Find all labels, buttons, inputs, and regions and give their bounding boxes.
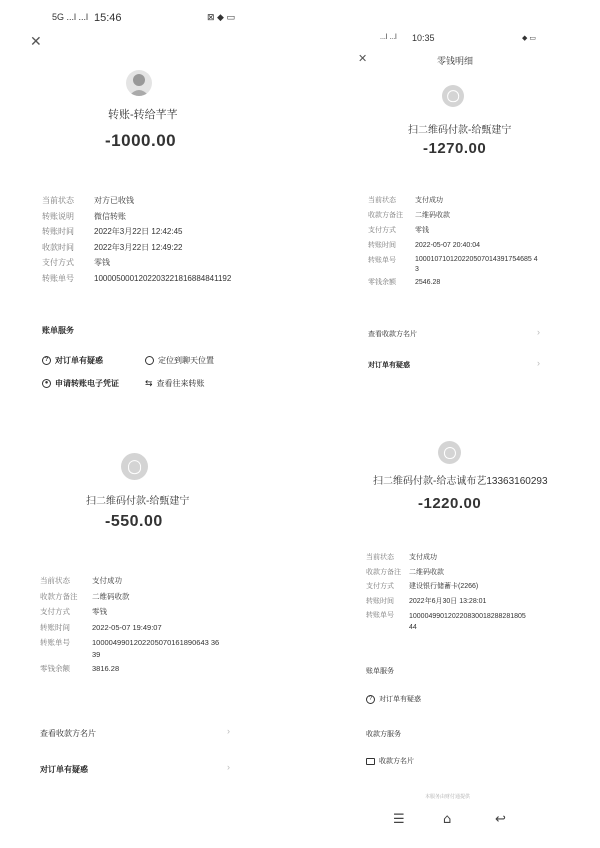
view-payee-card-link[interactable]: 查看收款方名片 [40,729,96,738]
detail-row: 转账时间 2022-05-07 19:49:07 [40,622,162,632]
home-nav-button[interactable] [443,812,451,827]
detail-list [366,551,526,633]
page-header: 零钱明细 [437,56,474,66]
menu-icon: ☰ [393,812,405,827]
apply-voucher-button[interactable]: ● 申请转账电子凭证 [42,378,119,389]
status-bar-icons: ⊠ ◆ ▭ [207,12,235,22]
amount: -1270.00 [423,140,487,157]
amount: -1220.00 [418,495,482,512]
wallet-coin-icon [442,85,464,107]
detail-row: 支付方式 零钱 [40,607,107,617]
detail-row: 收款方备注 二维码收款 [368,212,450,219]
detail-row: 转账时间 2022年3月22日 12:42:45 [42,227,183,236]
detail-row: 支付方式 建设银行储蓄卡(2266) [366,583,479,590]
avatar [126,70,152,96]
status-bar-time: 10:35 [412,33,435,43]
view-payee-card-link[interactable]: 查看收款方名片 [368,331,417,338]
detail-row: 收款时间 2022年3月22日 12:49:22 [42,242,183,252]
back-icon: ↩ [495,812,506,827]
detail-row: 转账单号 1000049901202205070161890643 36 39 [40,638,220,660]
query-order-link[interactable]: 对订单有疑惑 [40,765,88,774]
detail-row: 收款方备注 二维码收款 [366,568,444,576]
detail-row: 转账时间 2022-05-07 20:40:04 [368,242,480,249]
detail-row: 当前状态 支付成功 [40,576,122,585]
back-nav-button[interactable] [495,812,506,827]
chevron-right-icon: › [227,762,230,772]
chevron-right-icon: › [227,726,230,736]
amount: -550.00 [105,513,163,530]
status-bar-signal: ...l ...l [380,34,397,41]
target-icon: ● [42,379,51,388]
detail-row: 零钱余额 3816.28 [40,664,120,674]
chat-icon [145,356,154,365]
wallet-coin-icon [121,453,148,480]
payee-card-button[interactable]: 收款方名片 [366,756,414,766]
page-title: 扫二维码付款-给甄建宁 [408,125,512,136]
detail-row: 支付方式 零钱 [42,258,110,267]
detail-row: 零钱余额 2546.28 [368,279,441,286]
query-order-button[interactable]: ? 对订单有疑惑 [42,355,103,366]
detail-list [368,193,538,290]
detail-row: 转账单号 1000050001202203221816884841192 [42,273,232,283]
query-order-link[interactable]: 对订单有疑惑 [368,362,410,369]
detail-row: 转账说明 微信转账 [42,211,126,221]
home-icon: ⌂ [443,812,452,827]
page-title: 扫二维码付款-给甄建宁 [86,496,190,507]
question-icon: ? [42,356,51,365]
status-bar-icons: ◆ ▭ [522,35,536,42]
page-title: 转账-转给芊芊 [108,109,178,121]
section-title-bill-service: 账单服务 [42,326,74,335]
page-title: 扫二维码付款-给志诚布艺13363160293 [373,476,548,487]
view-history-button[interactable]: ⇆ 查看往来转账 [145,378,205,388]
detail-list [40,573,219,677]
locate-chat-button[interactable]: 定位到聊天位置 [145,355,214,366]
detail-row: 当前状态 对方已收钱 [42,196,134,205]
transfer-icon: ⇆ [145,378,153,388]
question-icon: ? [366,695,375,704]
amount: -1000.00 [105,131,177,150]
section-title-payee-service: 收款方服务 [366,731,401,738]
avatar-icon [126,70,152,96]
status-bar-time: 15:46 [94,12,122,24]
footer-note: 本服务由财付通提供 [425,794,471,800]
detail-list [42,193,231,286]
chevron-right-icon: › [537,358,540,368]
status-bar-signal: 5G ...l ...l [52,12,89,22]
detail-row: 转账单号 100010710120220507014391754685 4 3 [368,256,538,273]
detail-row: 当前状态 支付成功 [368,197,443,204]
detail-row: 转账单号 100004990120220830018288281805 44 [366,612,526,631]
card-icon [366,758,375,765]
detail-row: 转账时间 2022年6月30日 13:28:01 [366,597,487,605]
detail-row: 当前状态 支付成功 [366,554,437,561]
detail-row: 支付方式 零钱 [368,227,429,234]
menu-nav-button[interactable] [393,812,405,827]
wallet-coin-icon [438,441,461,464]
chevron-right-icon: › [537,327,540,337]
query-order-button[interactable]: ? 对订单有疑惑 [366,694,421,704]
section-title-bill-service: 账单服务 [366,668,394,675]
close-button[interactable]: ✕ [358,52,368,65]
close-button[interactable]: ✕ [30,34,42,50]
detail-row: 收款方备注 二维码收款 [40,591,130,601]
